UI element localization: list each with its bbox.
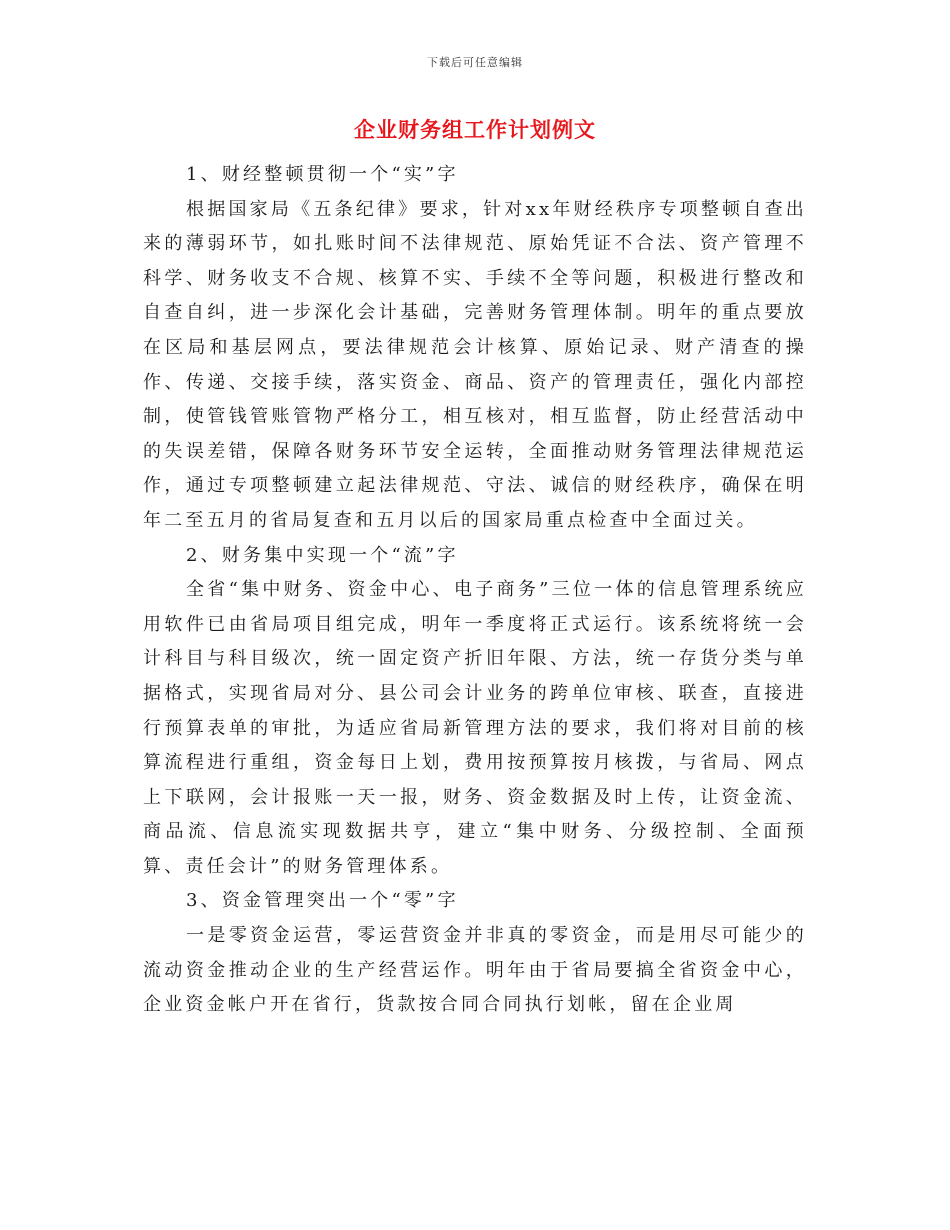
page-header-note: 下载后可任意编辑 bbox=[427, 56, 523, 69]
paragraph-2: 全省“集中财务、资金中心、电子商务”三位一体的信息管理系统应用软件已由省局项目组完成，明年一季度将正式运行。该系统将统一会计科目与科目级次，统一固定资产折旧年限、方法，统一存货分类与单据格式，实现省局对分、县公司会计业务的跨单位审核、联查，直接进行预算表单的审批，为适应省局新管理方法的要求，我们将对目前的核算流程进行重组，资金每日上划，费用按预算按月核拨，与省局、网点上下联网，会计报账一天一报，财务、资金数据及时上传，让资金流、商品流、信息流实现数据共亨，建立“集中财务、分级控制、全面预算、责任会计”的财务管理体系。 bbox=[143, 579, 807, 877]
paragraph-3: 一是零资金运营，零运营资金并非真的零资金，而是用尽可能少的流动资金推动企业的生产经营运作。明年由于省局要搞全省资金中心，企业资金帐户开在省行，货款按合同合同执行划帐，留在企业周 bbox=[143, 925, 807, 1016]
section-heading-1: 1、财经整顿贯彻一个“实”字 bbox=[186, 164, 459, 185]
paragraph-1: 根据国家局《五条纪律》要求，针对xx年财经秩序专项整顿自查出来的薄弱环节，如扎账时间不法律规范、原始凭证不合法、资产管理不科学、财务收支不合规、核算不实、手续不全等问题，积极进行整改和自查自纠，进一步深化会计基础，完善财务管理体制。明年的重点要放在区局和基层网点，要法律规范会计核算、原始记录、财产清查的操作、传递、交接手续，落实资金、商品、资产的管理责任，强化内部控制，使管钱管账管物严格分工，相互核对，相互监督，防止经营活动中的失误差错，保障各财务环节安全运转，全面推动财务管理法律规范运作，通过专项整顿建立起法律规范、守法、诚信的财经秩序，确保在明年二至五月的省局复查和五月以后的国家局重点检查中全面过关。 bbox=[143, 198, 807, 531]
section-heading-2: 2、财务集中实现一个“流”字 bbox=[186, 544, 459, 566]
document-title: 企业财务组工作计划例文 bbox=[354, 117, 596, 142]
section-heading-3: 3、资金管理突出一个“零”字 bbox=[186, 890, 459, 912]
document-body bbox=[143, 158, 807, 1023]
